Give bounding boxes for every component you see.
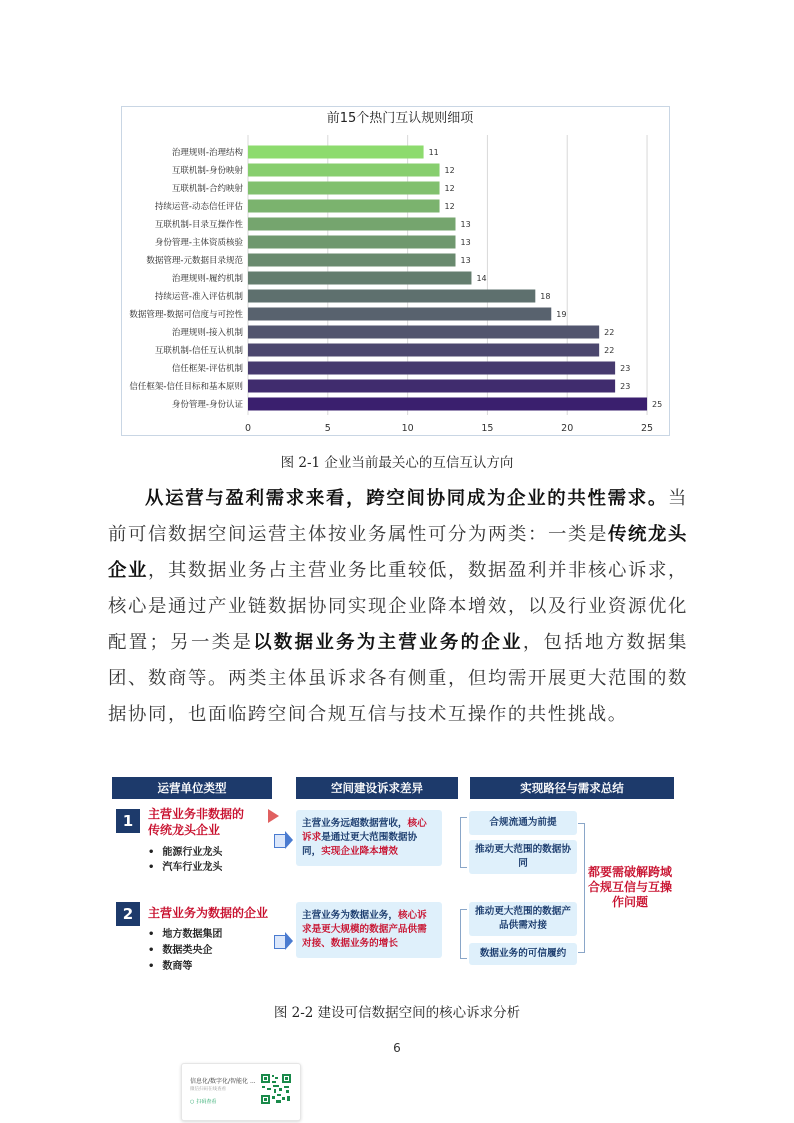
demand-highlight: 核心诉求是更大规模的数据产品供需对接、数据业务的增长 [302, 910, 427, 949]
text-span: ，其数据业务占主营业务比重较低，数据盈利并非核心诉求，核心是通过产业链数据协同实现企业降本增效，以及行业资源优化配置；另一类是 [108, 560, 689, 653]
demand-text: 是通过更大范围数据协同， [302, 832, 418, 857]
bar [248, 290, 535, 303]
brace-row1 [460, 817, 467, 868]
qr-code-icon[interactable] [260, 1073, 292, 1105]
category-label: 持续运营-准入评估机制 [154, 292, 243, 302]
value-label: 13 [460, 256, 471, 265]
bar [248, 236, 456, 249]
row1-title-line1: 主营业务非数据的 [148, 807, 245, 821]
demand-text: 主营业务远超数据营收， [302, 818, 408, 829]
bold-term: 以数据业务为主营业务的企业 [253, 632, 523, 653]
bar [248, 344, 599, 357]
category-label: 治理规则-治理结构 [171, 148, 243, 158]
x-tick-label: 0 [244, 423, 252, 434]
value-label: 12 [444, 184, 455, 193]
bar [248, 146, 424, 159]
category-label: 身份管理-主体资质核验 [154, 238, 243, 248]
blue-arrow-icon [274, 935, 286, 949]
x-tick-label: 20 [561, 423, 574, 434]
qr-card-title: 信息化/数字化/智能化 ... [190, 1078, 256, 1085]
row1-title [148, 806, 244, 838]
value-label: 22 [604, 328, 615, 337]
bar [248, 254, 456, 267]
bold-lead: 从运营与盈利需求来看，跨空间协同成为企业的共性需求。 [145, 488, 668, 509]
category-label: 互联机制-目录互操作性 [154, 220, 243, 230]
value-label: 12 [444, 166, 455, 175]
category-label: 信任框架-评估机制 [171, 364, 243, 374]
value-label: 13 [460, 238, 471, 247]
category-label: 数据管理-元数据目录规范 [146, 256, 243, 266]
bar [248, 218, 456, 231]
value-label: 23 [620, 382, 631, 391]
text-span: ，包括地方数据集团、数商等。两类主体虽诉求各有侧重，但均需开展更大范围的数据协同，也面临跨空间合规互信与技术互操作的共性挑战。 [108, 632, 688, 725]
page-number: 6 [393, 1041, 401, 1055]
value-label: 25 [652, 400, 663, 409]
qr-share-card[interactable] [181, 1063, 301, 1121]
red-arrow-icon [268, 809, 279, 823]
row2-bullet: • 数商等 [148, 957, 192, 972]
bar [248, 326, 599, 339]
text-span: 当前可信数据空间运营主体按业务属性可分为两类：一类是 [108, 488, 688, 545]
category-label: 治理规则-履约机制 [171, 274, 243, 284]
demand-highlight: 核心诉求 [302, 818, 427, 843]
bar [248, 182, 440, 195]
category-label: 数据管理-数据可信度与可控性 [129, 310, 243, 320]
value-label: 19 [556, 310, 567, 319]
brace-row2 [460, 909, 467, 959]
header-unit-type: 运营单位类型 [112, 777, 272, 799]
value-label: 18 [540, 292, 551, 301]
row2-path-box: 推动更大范围的数据产品供需对接 [469, 902, 577, 936]
demand-analysis-diagram [112, 777, 674, 972]
x-tick-label: 15 [481, 423, 494, 434]
x-tick-label: 5 [324, 423, 331, 434]
bar-chart [121, 106, 670, 436]
header-path-summary: 实现路径与需求总结 [470, 777, 674, 799]
value-label: 23 [620, 364, 631, 373]
value-label: 11 [428, 148, 439, 157]
category-label: 信任框架-信任目标和基本原则 [129, 382, 243, 392]
blue-arrow-icon [274, 834, 286, 848]
category-label: 持续运营-动态信任评估 [154, 202, 243, 212]
figure-caption-2: 图 2-2 建设可信数据空间的核心诉求分析 [273, 1005, 521, 1021]
category-label: 互联机制-信任互认机制 [154, 346, 243, 356]
header-demand-diff: 空间建设诉求差异 [296, 777, 458, 799]
row1-path-box: 合规流通为前提 [469, 811, 577, 835]
category-label: 身份管理-身份认证 [171, 400, 243, 410]
row2-bullet: • 地方数据集团 [148, 925, 222, 940]
row1-bullet: • 能源行业龙头 [148, 843, 222, 858]
bar [248, 308, 551, 321]
row-number-2: 2 [116, 902, 140, 926]
demand-highlight: 实现企业降本增效 [321, 846, 398, 857]
row2-title: 主营业务为数据的企业 [148, 906, 269, 920]
chart-svg [122, 107, 669, 435]
chart-title: 前15个热门互认规则细项 [326, 111, 474, 126]
row1-title-line2: 传统龙头企业 [148, 823, 221, 837]
value-label: 14 [476, 274, 487, 283]
category-label: 治理规则-接入机制 [171, 328, 243, 338]
body-paragraph [108, 481, 688, 733]
category-label: 互联机制-合约映射 [171, 184, 243, 194]
value-label: 13 [460, 220, 471, 229]
bar [248, 380, 615, 393]
conclusion-text: 都要需破解跨域合规互信与互操作问题 [587, 865, 672, 909]
category-label: 互联机制-身份映射 [171, 166, 243, 176]
bar [248, 398, 647, 411]
row1-bullet: • 汽车行业龙头 [148, 858, 222, 873]
row2-bullet: • 数据类央企 [148, 941, 212, 956]
row1-path-box: 推动更大范围的数据协同 [469, 840, 577, 874]
bar [248, 362, 615, 375]
x-tick-label: 25 [640, 423, 654, 434]
bar [248, 200, 440, 213]
bar [248, 272, 471, 285]
figure-caption-1: 图 2-1 企业当前最关心的互信互认方向 [280, 455, 514, 471]
qr-card-subtitle: 微信扫码在线查看 [190, 1087, 226, 1092]
value-label: 12 [444, 202, 455, 211]
qr-card-tag: ○ 扫码查看 [190, 1098, 216, 1105]
row-number-1: 1 [116, 809, 140, 833]
demand-text: 主营业务为数据业务， [302, 910, 398, 921]
bar [248, 164, 440, 177]
row2-demand-box [296, 902, 442, 958]
x-tick-label: 10 [401, 423, 414, 434]
bold-term: 传统龙头企业 [108, 524, 688, 581]
row2-path-box: 数据业务的可信履约 [469, 943, 577, 965]
value-label: 22 [604, 346, 615, 355]
row1-demand-box [296, 810, 442, 866]
